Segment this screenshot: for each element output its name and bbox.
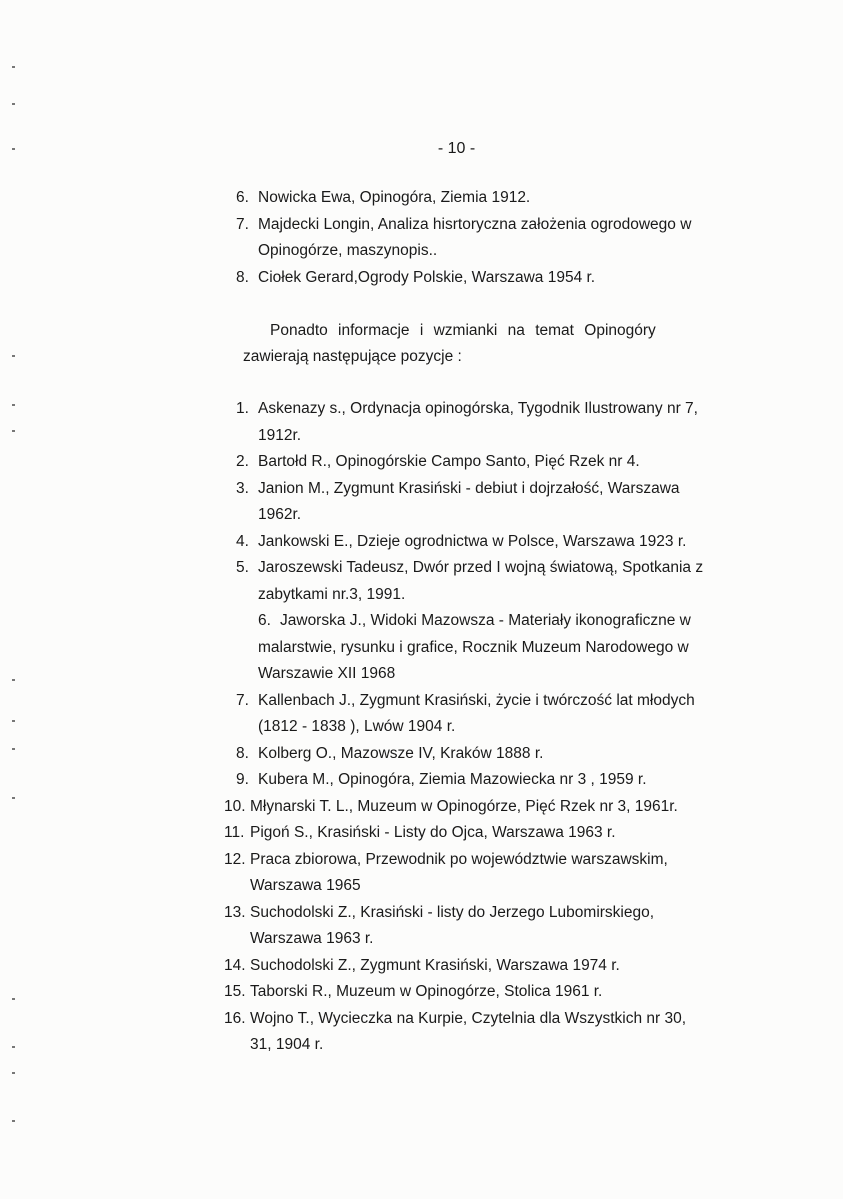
entry-number: 13. — [224, 903, 246, 921]
entry-number: 1. — [236, 400, 249, 417]
entry-text: Warszawa 1965 — [250, 877, 361, 894]
entry-text: malarstwie, rysunku i grafice, Rocznik Muzeum Narodowego w — [258, 638, 689, 656]
bibliography-entry — [236, 449, 703, 476]
bibliography-entry — [224, 953, 703, 980]
entry-number: 12. — [224, 850, 246, 868]
scan-mark — [12, 148, 15, 150]
scan-mark — [12, 1072, 15, 1074]
bibliography-entry — [224, 1006, 703, 1059]
entry-number: 3. — [236, 479, 249, 497]
entry-number: 4. — [236, 532, 249, 550]
bibliography-entry — [224, 847, 703, 900]
bibliography-list-continued — [236, 185, 691, 291]
bibliography-entry — [224, 794, 703, 821]
entry-text: Nowicka Ewa, Opinogóra, Ziemia 1912. — [258, 189, 531, 206]
bibliography-entry — [236, 767, 703, 794]
entry-text: Janion M., Zygmunt Krasiński - debiut i dojrzałość, Warszawa — [258, 479, 680, 497]
entry-text: (1812 - 1838 ), Lwów 1904 r. — [258, 718, 456, 735]
entry-number: 11. — [224, 824, 245, 841]
scan-mark — [12, 66, 15, 68]
scan-mark — [12, 1120, 15, 1122]
entry-number: 5. — [236, 559, 249, 576]
entry-text: Warszawa 1963 r. — [250, 930, 374, 947]
entry-number: 2. — [236, 453, 249, 470]
entry-number: 8. — [236, 268, 249, 286]
bibliography-entry — [236, 529, 703, 556]
scan-mark — [12, 1046, 15, 1048]
entry-text: Kubera M., Opinogóra, Ziemia Mazowiecka nr 3 , 1959 r. — [258, 771, 647, 788]
entry-number: 7. — [236, 691, 249, 709]
bibliography-entry — [236, 396, 703, 449]
entry-text: 1962r. — [258, 506, 302, 523]
entry-number: 14. — [224, 956, 246, 974]
scan-mark — [12, 748, 15, 750]
intro-paragraph — [243, 318, 663, 370]
entry-text: Wojno T., Wycieczka na Kurpie, Czytelnia dla Wszystkich nr 30, — [250, 1009, 687, 1027]
bibliography-entry — [236, 741, 703, 768]
bibliography-entry — [224, 979, 703, 1006]
entry-number: 8. — [236, 744, 249, 762]
scan-mark — [12, 797, 15, 799]
entry-text: Kolberg O., Mazowsze IV, Kraków 1888 r. — [258, 744, 544, 762]
entry-text: Warszawie XII 1968 — [258, 665, 396, 682]
intro-paragraph-line: Ponadto informacje i wzmianki na temat Opinogóry — [270, 322, 656, 339]
entry-text: Suchodolski Z., Krasiński - listy do Jerzego Lubomirskiego, — [250, 903, 655, 921]
entry-text: Jaroszewski Tadeusz, Dwór przed I wojną światową, Spotkania z — [258, 559, 704, 576]
scan-mark — [12, 998, 15, 1000]
scan-mark — [12, 430, 15, 432]
page-number: - 10 - — [437, 140, 476, 157]
bibliography-entry — [224, 900, 703, 953]
entry-text: Praca zbiorowa, Przewodnik po województwie warszawskim, — [250, 850, 668, 868]
entry-text: Taborski R., Muzeum w Opinogórze, Stolica 1961 r. — [250, 983, 603, 1000]
entry-text: Jaworska J., Widoki Mazowsza - Materiały ikonograficzne w — [280, 612, 691, 629]
scan-mark — [12, 103, 15, 105]
entry-number: 15. — [224, 983, 246, 1000]
entry-number: 7. — [236, 215, 249, 233]
entry-number: 9. — [236, 771, 249, 788]
entry-text: Suchodolski Z., Zygmunt Krasiński, Warszawa 1974 r. — [250, 956, 620, 974]
entry-number: 10. — [224, 797, 246, 815]
entry-text: zabytkami nr.3, 1991. — [258, 585, 406, 603]
bibliography-entry — [224, 820, 703, 847]
bibliography-entry — [236, 185, 691, 212]
entry-text: Ciołek Gerard,Ogrody Polskie, Warszawa 1954 r. — [258, 268, 596, 286]
bibliography-entry — [258, 608, 703, 688]
scan-mark — [12, 404, 15, 406]
entry-text: Opinogórze, maszynopis.. — [258, 242, 438, 259]
bibliography-entry — [236, 688, 703, 741]
scan-mark — [12, 720, 15, 722]
bibliography-entry — [236, 476, 703, 529]
entry-number: 6. — [236, 189, 249, 206]
entry-text: Młynarski T. L., Muzeum w Opinogórze, Pięć Rzek nr 3, 1961r. — [250, 797, 678, 815]
entry-text: Pigoń S., Krasiński - Listy do Ojca, Warszawa 1963 r. — [250, 824, 616, 841]
bibliography-list-additional — [224, 396, 704, 1059]
bibliography-entry — [236, 212, 691, 265]
entry-text: Jankowski E., Dzieje ogrodnictwa w Polsce, Warszawa 1923 r. — [258, 532, 687, 550]
entry-text: 1912r. — [258, 426, 302, 444]
intro-paragraph-line: zawierają następujące pozycje : — [243, 348, 462, 365]
entry-text: Kallenbach J., Zygmunt Krasiński, życie i twórczość lat młodych — [258, 691, 695, 709]
scan-mark — [12, 355, 15, 357]
entry-number: 6. — [258, 612, 271, 629]
entry-text: Majdecki Longin, Analiza hisrtoryczna założenia ogrodowego w — [258, 215, 692, 233]
entry-text: Askenazy s., Ordynacja opinogórska, Tygodnik Ilustrowany nr 7, — [258, 400, 698, 417]
entry-number: 16. — [224, 1009, 246, 1027]
bibliography-entry — [236, 555, 703, 608]
entry-text: Bartołd R., Opinogórskie Campo Santo, Pięć Rzek nr 4. — [258, 453, 640, 470]
scan-mark — [12, 679, 15, 681]
bibliography-entry — [236, 265, 691, 292]
entry-text: 31, 1904 r. — [250, 1036, 324, 1053]
